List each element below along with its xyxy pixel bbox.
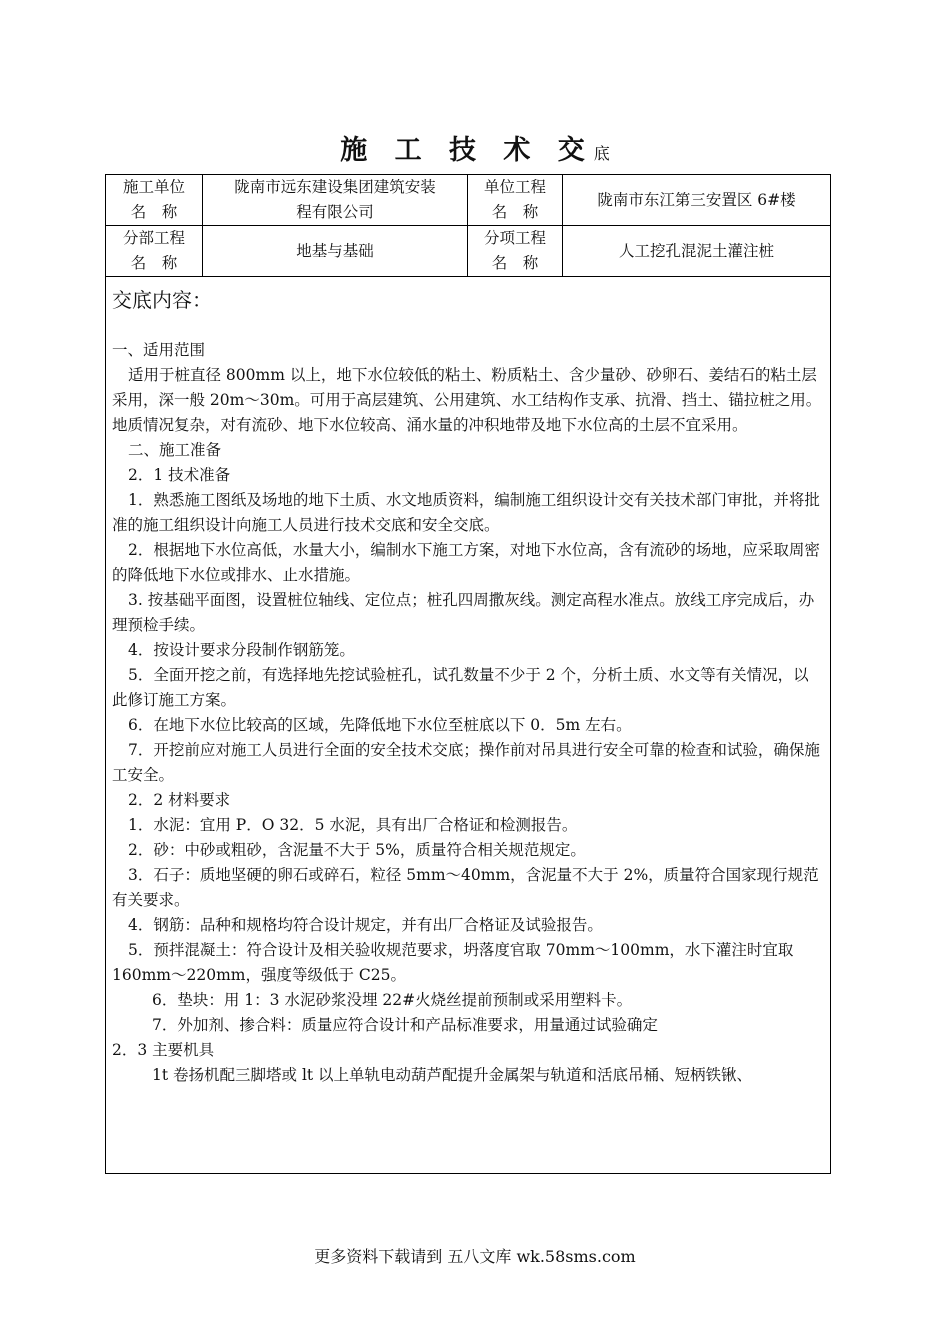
- paragraph: 2．3 主要机具: [112, 1041, 215, 1059]
- paragraph: 2．砂：中砂或粗砂，含泥量不大于 5%，质量符合相关规范规定。: [128, 841, 586, 859]
- paragraph: 4．钢筋：品种和规格均符合设计规定，并有出厂合格证及试验报告。: [128, 916, 603, 934]
- paragraph: 7．外加剂、掺合料：质量应符合设计和产品标准要求，用量通过试验确定: [152, 1016, 658, 1034]
- disclosure-content: [106, 277, 830, 1088]
- paragraph: 二、施工准备: [128, 441, 222, 459]
- paragraph: 一、适用范围: [112, 341, 206, 359]
- paragraph: 5．全面开挖之前，有选择地先挖试验桩孔，试孔数量不少于 2 个，分析土质、水文等有关情况，以此修订施工方案。: [112, 666, 809, 709]
- title-main: 施 工 技 术 交: [340, 135, 594, 166]
- paragraph: 适用于桩直径 800mm 以上，地下水位较低的粘土、粉质粘土、含少量砂、砂卵石、姜结石的粘土层采用，深一般 20m～30m。可用于高层建筑、公用建筑、水工结构作支承、抗滑、挡土、锚拉桩之用。地质情况复杂，对有流砂、地下水位较高、涌水量的冲积地带及地下水位高的土层不宜采用。: [112, 366, 822, 434]
- document-title: [0, 128, 950, 167]
- paragraph: 1t 卷扬机配三脚塔或 lt 以上单轨电动葫芦配提升金属架与轨道和活底吊桶、短柄铁锹、: [152, 1066, 753, 1084]
- subitem-value: 人工挖孔混泥土灌注桩: [618, 241, 774, 260]
- info-row-division: [106, 226, 830, 277]
- paragraph: 5．预拌混凝土：符合设计及相关验收规范要求，坍落度官取 70mm～100mm，水下灌注时宜取 160mm～220mm，强度等级低于 C25。: [112, 941, 794, 984]
- disclosure-form: [105, 174, 831, 1174]
- construction-unit-label: 施工单位 名 称: [106, 175, 203, 225]
- division-label: 分部工程 名 称: [106, 226, 203, 276]
- paragraph: 4．按设计要求分段制作钢筋笼。: [128, 641, 355, 659]
- project-label: 单位工程 名 称: [468, 175, 563, 225]
- paragraph: 7．开挖前应对施工人员进行全面的安全技术交底；操作前对吊具进行安全可靠的检查和试验，确保施工安全。: [112, 741, 820, 784]
- title-suffix: 底: [593, 144, 610, 163]
- division-value: 地基与基础: [203, 226, 468, 276]
- paragraph: 1．水泥：宜用 P．O 32．5 水泥，具有出厂合格证和检测报告。: [128, 816, 578, 834]
- paragraph: 3. 按基础平面图，设置桩位轴线、定位点；桩孔四周撒灰线。测定高程水准点。放线工序完成后，办理预检手续。: [112, 591, 815, 634]
- construction-unit-value: 陇南市远东建设集团建筑安装 程有限公司: [203, 175, 468, 225]
- paragraph: 6．在地下水位比较高的区域，先降低地下水位至桩底以下 0．5m 左右。: [128, 716, 632, 734]
- paragraph: 2．根据地下水位高低，水量大小，编制水下施工方案，对地下水位高，含有流砂的场地，应采取周密的降低地下水位或排水、止水措施。: [112, 541, 820, 584]
- paragraph: 3．石子：质地坚硬的卵石或碎石，粒径 5mm～40mm，含泥量不大于 2%，质量符合国家现行规范有关要求。: [112, 866, 819, 909]
- content-heading: 交底内容：: [112, 288, 212, 312]
- paragraph: 2．1 技术准备: [128, 466, 231, 484]
- footer-download-note: 更多资料下载请到 五八文库 wk.58sms.com: [314, 1247, 636, 1266]
- project-value: 陇南市东江第三安置区 6#楼: [597, 190, 796, 209]
- info-row-unit: [106, 175, 830, 226]
- paragraph: 6．垫块：用 1：3 水泥砂浆没埋 22#火烧丝提前预制或采用塑料卡。: [152, 991, 633, 1009]
- paragraph: 1．熟悉施工图纸及场地的地下土质、水文地质资料，编制施工组织设计交有关技术部门审批，并将批准的施工组织设计向施工人员进行技术交底和安全交底。: [112, 491, 820, 534]
- subitem-label: 分项工程 名 称: [468, 226, 563, 276]
- paragraph: 2．2 材料要求: [128, 791, 231, 809]
